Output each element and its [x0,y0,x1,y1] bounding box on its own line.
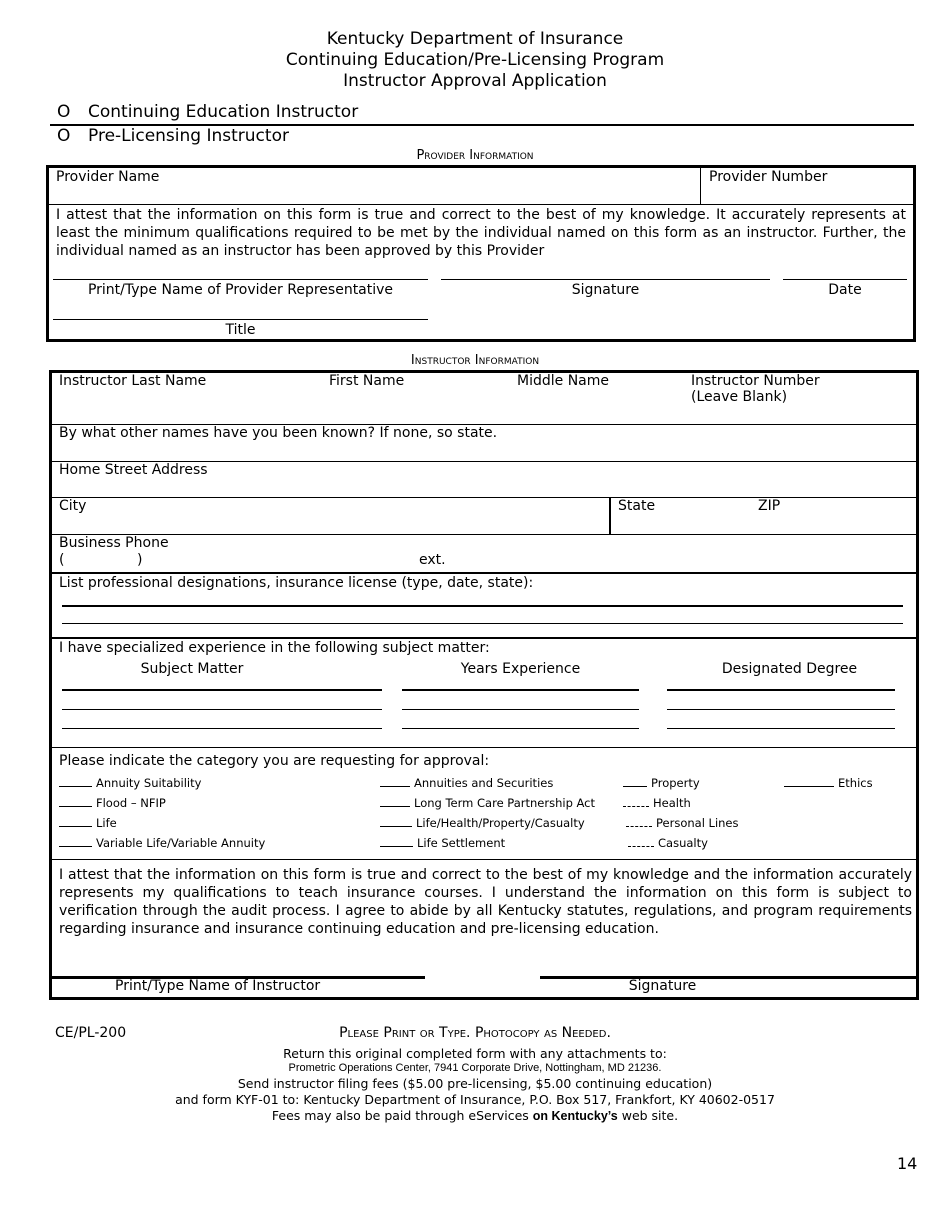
option-ce-label: Continuing Education Instructor [88,102,359,122]
provider-attestation: I attest that the information on this form is true and correct to the best of my knowledge. It accurately represents at least the minimum qualifications required to be met by the individual named on this form as an instructor. Further, the individual named as an instructor has been approved by this Provider [56,207,906,259]
instructor-number-note: (Leave Blank) [691,389,788,405]
footer-line-4: and form KYF-01 to: Kentucky Department of Insurance, P.O. Box 517, Frankfort, KY 40602-0517 [175,1092,775,1107]
provider-rep-line [53,279,428,280]
provider-date-line [783,279,907,280]
footer-line-5 [0,1108,950,1124]
designations-line-2[interactable] [62,623,903,624]
category-label: Casualty [658,836,708,850]
header-title-line1: Kentucky Department of Insurance [326,29,624,49]
provider-row-divider [48,204,914,205]
category-label: Annuity Suitability [96,776,202,790]
page-number: 14 [897,1154,918,1173]
last-name-field[interactable]: Instructor Last Name [59,373,207,389]
option-pl-label: Pre-Licensing Instructor [88,126,289,146]
print-instruction: Please Print or Type. Photocopy as Needed. [339,1025,611,1041]
provider-col-divider [700,167,701,204]
category-property[interactable] [623,776,700,790]
phone-ext-field[interactable]: ext. [419,552,446,568]
years-line-3[interactable] [402,728,639,729]
category-lhpc[interactable] [380,816,585,830]
subject-line-2[interactable] [62,709,382,710]
category-label: Ethics [838,776,873,790]
first-name-field[interactable]: First Name [329,373,405,389]
category-label: Personal Lines [656,816,739,830]
category-label: Health [653,796,691,810]
category-label: Variable Life/Variable Annuity [96,836,266,850]
middle-name-field[interactable]: Middle Name [517,373,609,389]
phone-area-open[interactable]: ( [59,552,65,568]
business-phone-label: Business Phone [59,535,169,551]
header-title-line2: Continuing Education/Pre-Licensing Program [285,50,665,70]
category-label: Life Settlement [417,836,506,850]
footer-line-3: Send instructor filing fees ($5.00 pre-licensing, $5.00 continuing education) [237,1076,713,1091]
instructor-divider-4 [51,534,917,535]
other-names-field[interactable]: By what other names have you been known? If none, so state. [59,425,498,441]
provider-title-field[interactable]: Title [225,322,256,338]
category-casualty[interactable] [628,836,708,850]
category-life[interactable] [59,816,117,830]
category-ethics[interactable] [784,776,873,790]
provider-rep-field[interactable]: Print/Type Name of Provider Representative [87,282,394,298]
col-subject-matter: Subject Matter [140,661,244,677]
category-label: Property [651,776,700,790]
category-annuities-securities[interactable] [380,776,553,790]
instructor-signature-field[interactable]: Signature [628,978,697,994]
provider-name-field[interactable]: Provider Name [56,169,160,185]
option-ce-radio[interactable]: O [57,102,71,122]
footer-line-5-part-c: web site. [617,1108,679,1123]
instructor-section-title: Instructor Information [410,353,540,368]
category-health[interactable] [623,796,691,810]
provider-signature-line [441,279,770,280]
header-title-line3: Instructor Approval Application [343,71,607,91]
category-label: Life [96,816,117,830]
col-years-experience: Years Experience [460,661,581,677]
category-personal-lines[interactable] [626,816,739,830]
category-variable-life[interactable] [59,836,265,850]
street-address-field[interactable]: Home Street Address [59,462,208,478]
experience-intro: I have specialized experience in the following subject matter: [59,640,490,656]
designations-label: List professional designations, insurance license (type, date, state): [59,575,534,591]
instructor-name-field[interactable]: Print/Type Name of Instructor [115,978,321,994]
category-annuity-suitability[interactable] [59,776,201,790]
provider-number-field[interactable]: Provider Number [709,169,828,185]
city-field[interactable]: City [59,498,87,514]
category-ltc-partnership[interactable] [380,796,595,810]
provider-title-line [53,319,428,320]
instructor-divider-5 [51,572,917,574]
instructor-divider-3 [51,497,917,498]
subject-line-1[interactable] [62,689,382,691]
category-label: Life/Health/Property/Casualty [416,816,585,830]
footer-line-1: Return this original completed form with any attachments to: [283,1046,667,1061]
category-label: Flood – NFIP [96,796,166,810]
designations-line-1[interactable] [62,605,903,607]
years-line-1[interactable] [402,689,639,691]
city-state-divider [609,498,611,534]
category-label: Annuities and Securities [414,776,554,790]
instructor-divider-8 [51,859,917,860]
provider-section-title: Provider Information [416,148,534,163]
footer-line-5-part-a: Fees may also be paid through eServices [271,1108,533,1123]
years-line-2[interactable] [402,709,639,710]
footer-line-5-part-b: on Kentucky’s [532,1109,618,1123]
footer-line-2: Prometric Operations Center, 7941 Corporate Drive, Nottingham, MD 21236. [288,1062,662,1074]
degree-line-3[interactable] [667,728,895,729]
col-designated-degree: Designated Degree [721,661,858,677]
phone-area-close[interactable]: ) [137,552,143,568]
subject-line-3[interactable] [62,728,382,729]
state-field[interactable]: State [618,498,656,514]
provider-date-field[interactable]: Date [828,282,862,298]
provider-signature-field[interactable]: Signature [571,282,640,298]
category-intro: Please indicate the category you are requesting for approval: [59,753,490,769]
category-life-settlement[interactable] [380,836,505,850]
category-flood-nfip[interactable] [59,796,166,810]
option-pl-radio[interactable]: O [57,126,71,146]
instructor-number-field[interactable]: Instructor Number [691,373,820,389]
instructor-attestation: I attest that the information on this form is true and correct to the best of my knowledge and the information accurately represents my qualifications to teach insurance courses. I understand the information on this form is subject to verification through the audit process. I agree to abide by all Kentucky statutes, regulations, and program requirements regarding insurance and insurance continuing education and pre-licensing education. [59,867,912,937]
category-label: Long Term Care Partnership Act [414,796,596,810]
zip-field[interactable]: ZIP [758,498,781,514]
form-id: CE/PL-200 [55,1025,127,1041]
instructor-divider-6 [51,637,917,639]
instructor-divider-7 [51,747,917,748]
degree-line-1[interactable] [667,689,895,691]
degree-line-2[interactable] [667,709,895,710]
